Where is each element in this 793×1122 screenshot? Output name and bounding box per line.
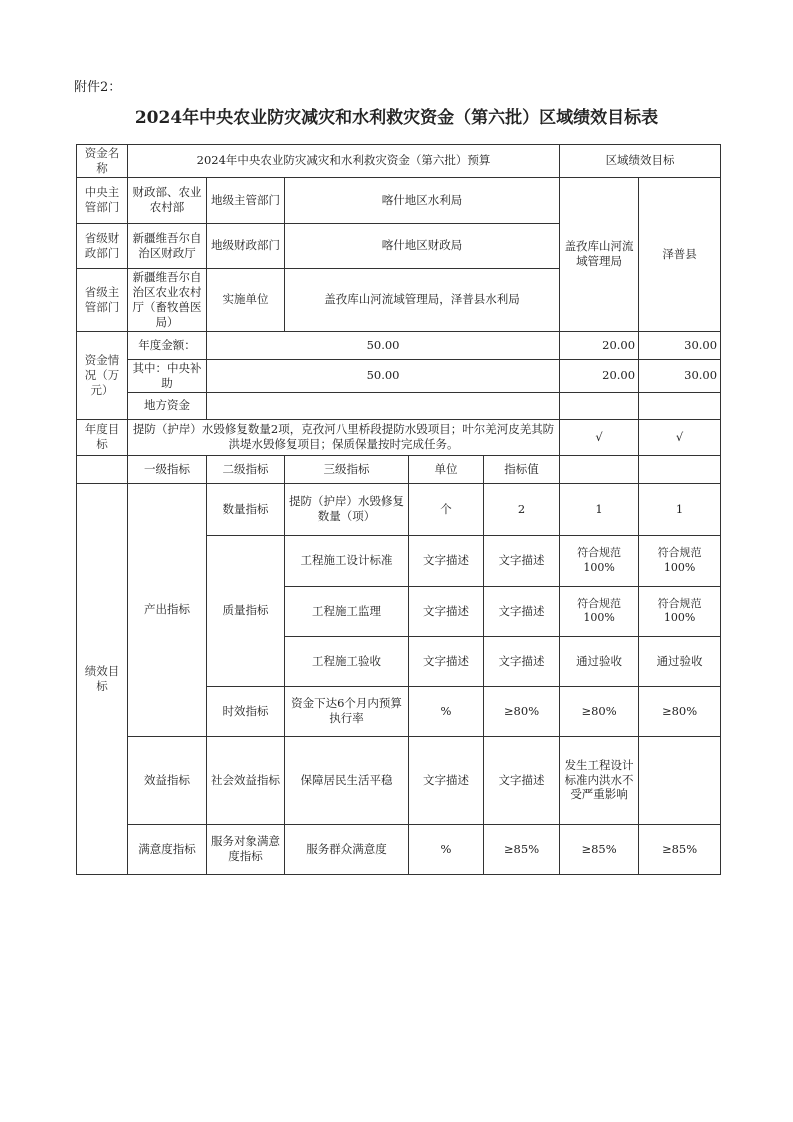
region-1-name: 盖孜库山河流域管理局 bbox=[560, 177, 639, 331]
central-dept-label: 中央主管部门 bbox=[77, 177, 128, 223]
level3-indicator: 工程施工验收 bbox=[285, 636, 409, 686]
attachment-label: 附件2： bbox=[74, 80, 122, 95]
level3-indicator: 工程施工设计标准 bbox=[285, 535, 409, 586]
annual-goal-label: 年度目标 bbox=[77, 419, 128, 455]
indicator-region-1: 通过验收 bbox=[560, 636, 639, 686]
level3-indicator: 提防（护岸）水毁修复数量（项） bbox=[285, 483, 409, 535]
central-dept-row bbox=[77, 177, 721, 223]
annual-goal-check-2: √ bbox=[639, 419, 721, 455]
implementer-label: 实施单位 bbox=[207, 268, 285, 331]
local-dept-label: 地级主管部门 bbox=[207, 177, 285, 223]
table-row bbox=[77, 483, 721, 535]
header-level3: 三级指标 bbox=[285, 455, 409, 483]
local-funds-row bbox=[77, 392, 721, 419]
indicator-unit: 文字描述 bbox=[409, 736, 484, 824]
indicator-unit: % bbox=[409, 824, 484, 874]
benefit-indicator-label: 效益指标 bbox=[128, 736, 207, 824]
local-funds-total bbox=[207, 392, 560, 419]
perf-target-label: 绩效目标 bbox=[77, 483, 128, 874]
header-blank bbox=[77, 455, 128, 483]
indicator-region-2: ≥80% bbox=[639, 686, 721, 736]
header-level1: 一级指标 bbox=[128, 455, 207, 483]
level3-indicator: 资金下达6个月内预算执行率 bbox=[285, 686, 409, 736]
indicator-region-1: 符合规范100% bbox=[560, 535, 639, 586]
local-funds-label: 地方资金 bbox=[128, 392, 207, 419]
quantity-indicator-label: 数量指标 bbox=[207, 483, 285, 535]
indicator-unit: 文字描述 bbox=[409, 586, 484, 636]
regional-target-label: 区域绩效目标 bbox=[560, 145, 721, 178]
indicator-region-2 bbox=[639, 736, 721, 824]
indicator-unit: % bbox=[409, 686, 484, 736]
document-title: 2024年中央农业防灾减灾和水利救灾资金（第六批）区域绩效目标表 bbox=[134, 108, 659, 128]
central-subsidy-total: 50.00 bbox=[207, 359, 560, 392]
annual-amount-region-2: 30.00 bbox=[639, 331, 721, 359]
indicator-region-1: ≥85% bbox=[560, 824, 639, 874]
social-benefit-label: 社会效益指标 bbox=[207, 736, 285, 824]
implementer-value: 盖孜库山河流域管理局，泽普县水利局 bbox=[285, 268, 560, 331]
local-dept-value: 喀什地区水利局 bbox=[285, 177, 560, 223]
indicator-value: 文字描述 bbox=[484, 586, 560, 636]
central-subsidy-label: 其中：中央补助 bbox=[128, 359, 207, 392]
indicator-region-2: 符合规范100% bbox=[639, 586, 721, 636]
prov-finance-label: 省级财政部门 bbox=[77, 223, 128, 268]
prov-finance-value: 新疆维吾尔自治区财政厅 bbox=[128, 223, 207, 268]
indicator-value: ≥80% bbox=[484, 686, 560, 736]
annual-amount-row bbox=[77, 331, 721, 359]
local-funds-region-1 bbox=[560, 392, 639, 419]
performance-table bbox=[76, 144, 721, 875]
indicator-unit: 文字描述 bbox=[409, 535, 484, 586]
indicator-value: 文字描述 bbox=[484, 636, 560, 686]
fund-name-value: 2024年中央农业防灾减灾和水利救灾资金（第六批）预算 bbox=[128, 145, 560, 178]
central-subsidy-row bbox=[77, 359, 721, 392]
annual-goal-row bbox=[77, 419, 721, 455]
indicator-region-2: 通过验收 bbox=[639, 636, 721, 686]
indicator-value: 文字描述 bbox=[484, 535, 560, 586]
central-dept-value: 财政部、农业农村部 bbox=[128, 177, 207, 223]
local-funds-region-2 bbox=[639, 392, 721, 419]
indicator-region-1: ≥80% bbox=[560, 686, 639, 736]
annual-goal-check-1: √ bbox=[560, 419, 639, 455]
local-finance-value: 喀什地区财政局 bbox=[285, 223, 560, 268]
indicator-unit: 个 bbox=[409, 483, 484, 535]
output-indicator-label: 产出指标 bbox=[128, 483, 207, 736]
indicator-region-1: 1 bbox=[560, 483, 639, 535]
header-region-2-blank bbox=[639, 455, 721, 483]
header-value: 指标值 bbox=[484, 455, 560, 483]
annual-amount-region-1: 20.00 bbox=[560, 331, 639, 359]
indicator-value: 文字描述 bbox=[484, 736, 560, 824]
local-finance-label: 地级财政部门 bbox=[207, 223, 285, 268]
annual-amount-label: 年度金额： bbox=[128, 331, 207, 359]
level3-indicator: 保障居民生活平稳 bbox=[285, 736, 409, 824]
indicator-value: 2 bbox=[484, 483, 560, 535]
indicator-region-1: 发生工程设计标准内洪水不受严重影响 bbox=[560, 736, 639, 824]
indicator-region-1: 符合规范100% bbox=[560, 586, 639, 636]
table-row bbox=[77, 736, 721, 824]
region-2-name: 泽普县 bbox=[639, 177, 721, 331]
prov-dept-label: 省级主管部门 bbox=[77, 268, 128, 331]
funds-label: 资金情况（万元） bbox=[77, 331, 128, 419]
service-satisfaction-label: 服务对象满意度指标 bbox=[207, 824, 285, 874]
indicator-region-2: 符合规范100% bbox=[639, 535, 721, 586]
header-region-1-blank bbox=[560, 455, 639, 483]
level3-indicator: 工程施工监理 bbox=[285, 586, 409, 636]
header-level2: 二级指标 bbox=[207, 455, 285, 483]
central-subsidy-region-2: 30.00 bbox=[639, 359, 721, 392]
indicator-region-2: 1 bbox=[639, 483, 721, 535]
level3-indicator: 服务群众满意度 bbox=[285, 824, 409, 874]
annual-goal-text: 提防（护岸）水毁修复数量2项，克孜河八里桥段提防水毁项目；叶尔羌河皮羌其防洪堤水毁修复项目；保质保量按时完成任务。 bbox=[128, 419, 560, 455]
indicator-header-row bbox=[77, 455, 721, 483]
header-unit: 单位 bbox=[409, 455, 484, 483]
central-subsidy-region-1: 20.00 bbox=[560, 359, 639, 392]
quality-indicator-label: 质量指标 bbox=[207, 535, 285, 686]
annual-amount-total: 50.00 bbox=[207, 331, 560, 359]
indicator-region-2: ≥85% bbox=[639, 824, 721, 874]
table-row bbox=[77, 824, 721, 874]
indicator-unit: 文字描述 bbox=[409, 636, 484, 686]
prov-dept-value: 新疆维吾尔自治区农业农村厅（畜牧兽医局） bbox=[128, 268, 207, 331]
fund-name-row bbox=[77, 145, 721, 178]
indicator-value: ≥85% bbox=[484, 824, 560, 874]
timeliness-indicator-label: 时效指标 bbox=[207, 686, 285, 736]
satisfaction-indicator-label: 满意度指标 bbox=[128, 824, 207, 874]
fund-name-label: 资金名称 bbox=[77, 145, 128, 178]
